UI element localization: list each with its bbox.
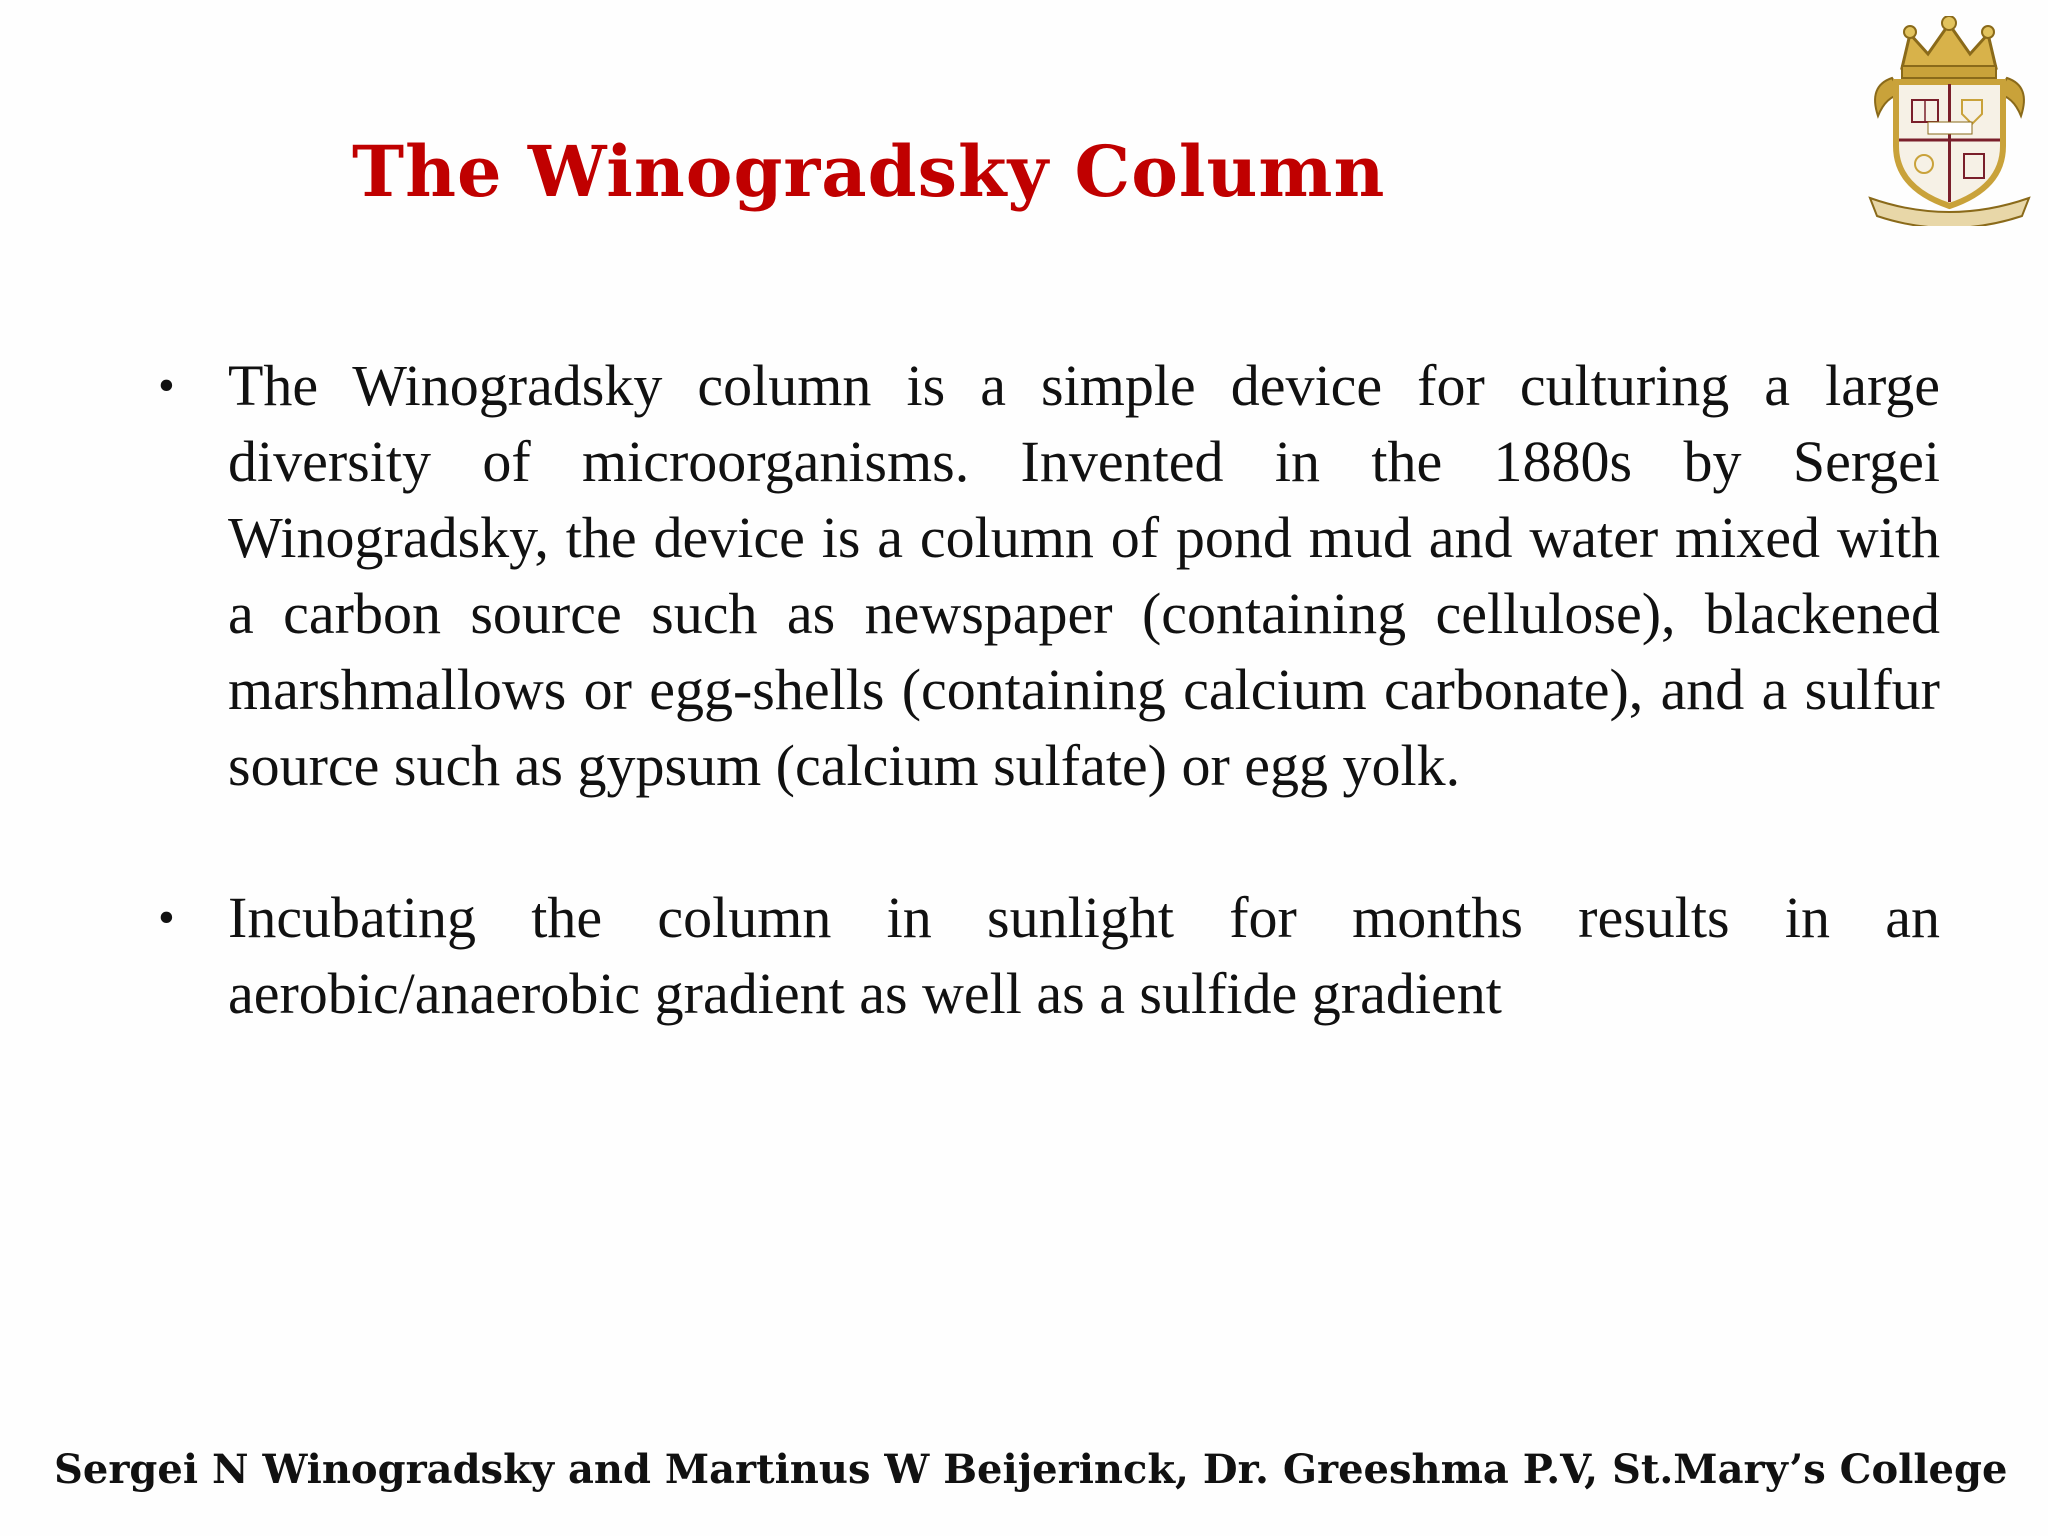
- bullet-text: The Winogradsky column is a simple device for culturing a large diversity of microorganisms. Invented in the 1880s by Sergei Winogradsky, the device is a column of pond mud and water mixed with a carbon source such as newspaper (containing cellulose), blackened marshmallows or egg-shells (containing calcium carbonate), and a sulfur source such as gypsum (calcium sulfate) or egg yolk.: [228, 353, 1940, 798]
- college-crest-icon: [1862, 16, 2037, 226]
- slide-title: The Winogradsky Column: [352, 130, 1386, 213]
- bullet-marker: •: [158, 359, 175, 412]
- bullet-item: [150, 348, 1940, 804]
- bullet-list: [150, 348, 1940, 1032]
- bullet-item: [150, 880, 1940, 1032]
- slide-footer: Sergei N Winogradsky and Martinus W Beijerinck, Dr. Greeshma P.V, St.Mary’s College: [54, 1446, 2008, 1493]
- bullet-marker: •: [158, 891, 175, 944]
- bullet-text: Incubating the column in sunlight for months results in an aerobic/anaerobic gradient as well as a sulfide gradient: [228, 885, 1940, 1026]
